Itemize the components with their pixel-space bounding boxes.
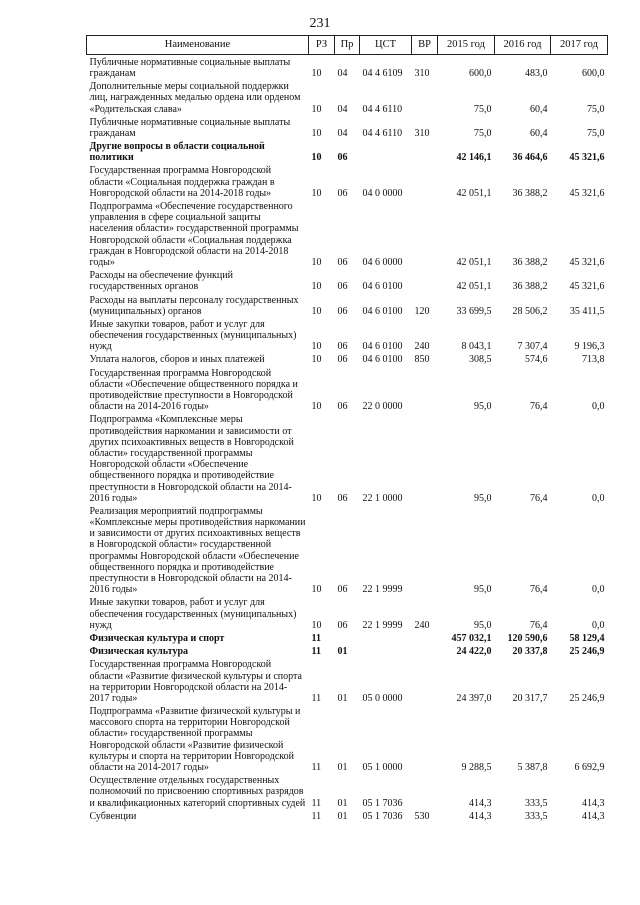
cell-2016: 36 464,6 [512,152,548,164]
cell-2015: 9 288,5 [461,762,492,773]
cell-2017: 6 692,9 [574,762,605,773]
table-row [87,504,608,596]
cell-2016: 5 387,8 [517,762,548,773]
cell-vr: 120 [414,305,430,317]
cell-rz: 10 [311,341,322,353]
cell-vr [412,139,438,163]
cell-2015: 8 043,1 [461,341,492,353]
cell-2017: 45 321,6 [569,152,605,164]
cell-2015: 75,0 [474,103,492,115]
table-header [87,36,608,55]
cell-rz: 10 [311,152,322,164]
cell-vr [412,644,438,657]
cell-pr: 01 [337,810,348,822]
cell-2017: 45 321,6 [569,281,605,293]
cell-rz: 10 [311,401,322,413]
cell-rz: 11 [311,797,322,809]
budget-table [86,35,608,822]
cell-name: Государственная программа Новгородской области «Обеспечение общественного порядка и противодействие преступности в Новгородской области на 2014-2016 годы» [89,367,298,413]
cell-2015: 95,0 [474,584,492,596]
cell-2016: 60,4 [530,127,548,139]
cell-cst: 22 1 0000 [362,492,403,504]
cell-name: Публичные нормативные социальные выплаты гражданам [89,56,291,79]
cell-2017: 713,8 [582,354,605,366]
cell-2015: 24 422,0 [456,646,492,658]
cell-vr [412,504,438,596]
cell-2017: 58 129,4 [569,632,605,644]
cell-2016: 76,4 [530,584,548,596]
table-row [87,139,608,163]
cell-2016: 20 317,7 [512,692,548,704]
header-rz: РЗ [309,36,335,55]
header-cst: ЦСТ [360,36,412,55]
cell-rz: 11 [311,646,321,658]
cell-pr: 04 [337,67,348,79]
cell-vr [412,199,438,268]
cell-2017: 9 196,3 [574,341,605,353]
table-row [87,54,608,79]
cell-pr: 04 [337,127,348,139]
cell-2016: 76,4 [530,401,548,413]
header-row [87,36,608,55]
cell-2015: 42 051,1 [456,187,492,199]
cell-rz: 10 [311,281,322,293]
cell-rz: 10 [311,354,322,366]
table-row [87,79,608,115]
cell-2017: 45 321,6 [569,187,605,199]
table-row [87,809,608,822]
header-name: Наименование [87,36,309,55]
table-row [87,163,608,199]
table-row [87,657,608,704]
table-row [87,644,608,657]
cell-rz: 11 [311,632,321,644]
cell-cst: 04 4 6110 [362,127,403,139]
cell-2015: 95,0 [474,492,492,504]
table-row [87,268,608,292]
cell-cst: 04 0 0000 [362,187,403,199]
cell-cst [360,644,412,657]
cell-2015: 95,0 [474,619,492,631]
cell-cst: 22 1 9999 [362,619,403,631]
cell-pr: 01 [337,762,348,773]
cell-2015: 42 051,1 [456,256,492,268]
cell-rz: 10 [311,584,322,596]
cell-rz: 10 [311,187,322,199]
cell-rz: 10 [311,103,322,115]
cell-cst: 05 1 0000 [362,762,403,773]
cell-vr [412,163,438,199]
cell-pr: 01 [337,797,348,809]
cell-cst [360,631,412,644]
cell-cst: 05 0 0000 [362,692,403,704]
cell-2016: 483,0 [525,67,548,79]
cell-2015: 95,0 [474,401,492,413]
table-row [87,631,608,644]
table-row [87,317,608,353]
table-row [87,115,608,139]
cell-2017: 414,3 [582,797,605,809]
cell-pr: 06 [337,584,348,596]
cell-cst: 04 6 0100 [362,281,403,293]
cell-2015: 75,0 [474,127,492,139]
cell-name: Подпрограмма «Обеспечение государственного управления в сфере социальной защиты населения области» государственной программы Новгородской области «Социальная поддержка граждан в Новгородской области на 2014-2018 годы» [89,201,299,268]
cell-2017: 75,0 [587,127,605,139]
cell-vr [412,631,438,644]
cell-rz: 11 [311,762,322,773]
cell-pr: 06 [337,354,348,366]
header-vr: ВР [412,36,438,55]
table-row [87,352,608,365]
cell-2016: 574,6 [525,354,548,366]
cell-pr: 06 [337,305,348,317]
cell-name: Государственная программа Новгородской области «Социальная поддержка граждан в Новгородской области на 2014-2018 годы» [89,165,275,199]
cell-name: Подпрограмма «Развитие физической культуры и массового спорта на территории Новгородской области» государственной программы Новгородской области «Развитие физической культуры и спорта на территории Новгородской области на 2014-2017 годы» [89,706,301,773]
cell-cst: 05 1 7036 [362,810,403,822]
table-row [87,366,608,413]
table-row [87,595,608,631]
cell-cst: 22 1 9999 [362,584,403,596]
cell-2016: 333,5 [525,810,548,822]
cell-2016: 36 388,2 [512,187,548,199]
cell-pr: 06 [337,152,348,164]
cell-vr [412,366,438,413]
cell-name: Публичные нормативные социальные выплаты гражданам [89,116,291,139]
table-row [87,199,608,268]
cell-rz: 10 [311,619,322,631]
cell-name: Расходы на обеспечение функций государственных органов [89,270,233,293]
cell-2017: 0,0 [592,619,605,631]
cell-rz: 11 [311,692,322,704]
cell-name: Подпрограмма «Комплексные меры противодействия наркомании и зависимости от других психоактивных веществ в Новгородской области» государственной программы Новгородской области «Обеспечение общественного порядка и противодействие преступности в Новгородской области на 2014-2016 годы» [89,414,294,504]
cell-cst: 04 4 6110 [362,103,403,115]
cell-rz: 10 [311,305,322,317]
cell-vr [412,704,438,773]
cell-2016: 333,5 [525,797,548,809]
cell-2016: 120 590,6 [507,632,548,644]
cell-2016: 28 506,2 [512,305,548,317]
cell-2017: 25 246,9 [569,692,605,704]
cell-2017: 600,0 [582,67,605,79]
cell-vr: 530 [414,810,430,822]
cell-cst: 22 0 0000 [362,401,403,413]
cell-pr: 04 [337,103,348,115]
cell-pr [335,631,360,644]
cell-2017: 45 321,6 [569,256,605,268]
cell-2017: 25 246,9 [569,646,605,658]
table-row [87,412,608,504]
cell-cst: 04 4 6109 [362,67,403,79]
header-pr: Пр [335,36,360,55]
cell-rz: 10 [311,256,322,268]
cell-name: Дополнительные меры социальной поддержки лиц, награжденных медалью ордена или орденом «Родительская слава» [89,81,301,115]
cell-cst: 04 6 0100 [362,341,403,353]
cell-cst: 04 6 0100 [362,305,403,317]
cell-2015: 600,0 [469,67,492,79]
cell-name: Расходы на выплаты персоналу государственных (муниципальных) органов [89,294,299,317]
cell-2016: 20 337,8 [512,646,548,658]
cell-pr: 06 [337,401,348,413]
table-row [87,773,608,809]
table-row [87,293,608,317]
cell-vr: 850 [414,354,430,366]
cell-pr: 06 [337,619,348,631]
cell-2015: 42 051,1 [456,281,492,293]
cell-vr: 310 [414,67,430,79]
cell-name: Иные закупки товаров, работ и услуг для обеспечения государственных (муниципальных) нужд [89,318,297,353]
cell-name: Реализация мероприятий подпрограммы «Комплексные меры противодействия наркомании и зависимости от других психоактивных веществ в Новгородской области» государственной программы Новгородской области «Обеспечение общественного порядка и противодействие преступности в Новгородской области на 2014-2016 годы» [89,505,306,596]
cell-2015: 24 397,0 [456,692,492,704]
cell-name: Другие вопросы в области социальной политики [89,141,265,164]
cell-vr [412,657,438,704]
cell-2016: 36 388,2 [512,281,548,293]
cell-2015: 33 699,5 [456,305,492,317]
cell-2016: 76,4 [530,619,548,631]
cell-vr: 240 [414,341,430,353]
cell-rz: 10 [311,67,322,79]
cell-cst: 05 1 7036 [362,797,403,809]
cell-cst: 04 6 0000 [362,256,403,268]
cell-2017: 0,0 [592,492,605,504]
cell-vr [412,412,438,504]
cell-2015: 308,5 [469,354,492,366]
cell-name: Уплата налогов, сборов и иных платежей [89,354,265,366]
cell-2016: 36 388,2 [512,256,548,268]
cell-vr [412,773,438,809]
cell-vr: 310 [414,127,430,139]
cell-rz: 10 [311,492,322,504]
cell-2017: 75,0 [587,103,605,115]
cell-name: Осуществление отдельных государственных полномочий по присвоению спортивных разрядов и квалификационных категорий спортивных судей [89,775,306,809]
cell-pr: 06 [337,281,348,293]
header-2016: 2016 год [495,36,551,55]
cell-2016: 7 307,4 [517,341,548,353]
cell-rz: 10 [311,127,322,139]
cell-name: Субвенции [89,810,137,822]
table-body [87,54,608,822]
cell-name: Физическая культура и спорт [89,632,225,644]
cell-pr: 06 [337,341,348,353]
cell-pr: 06 [337,492,348,504]
cell-pr: 06 [337,256,348,268]
cell-cst [360,139,412,163]
cell-name: Иные закупки товаров, работ и услуг для обеспечения государственных (муниципальных) нужд [89,597,297,631]
cell-2015: 414,3 [469,797,492,809]
cell-pr: 01 [337,692,348,704]
page-number: 231 [309,16,331,31]
cell-2015: 457 032,1 [451,632,492,644]
cell-2015: 42 146,1 [456,152,492,164]
cell-rz: 11 [311,810,322,822]
cell-2017: 414,3 [582,810,605,822]
table-row [87,704,608,773]
cell-2017: 0,0 [592,584,605,596]
cell-2016: 60,4 [530,103,548,115]
header-2015: 2015 год [438,36,495,55]
cell-2015: 414,3 [469,810,492,822]
cell-vr [412,79,438,115]
cell-cst: 04 6 0100 [362,354,403,366]
cell-pr: 01 [337,646,348,658]
cell-name: Физическая культура [89,646,189,658]
cell-vr [412,268,438,292]
cell-2016: 76,4 [530,492,548,504]
header-2017: 2017 год [551,36,608,55]
cell-2017: 0,0 [592,401,605,413]
cell-pr: 06 [337,187,348,199]
cell-2017: 35 411,5 [569,305,605,317]
cell-name: Государственная программа Новгородской области «Развитие физической культуры и спорта на территории Новгородской области на 2014-2017 годы» [89,659,302,704]
cell-vr: 240 [414,619,430,631]
